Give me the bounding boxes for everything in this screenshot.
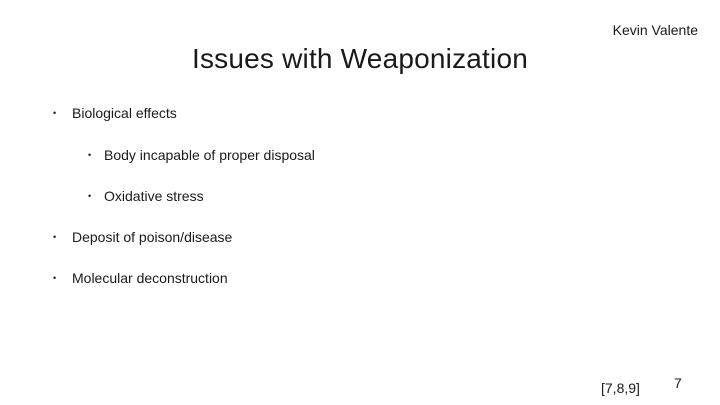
bullet-icon: • [53,232,57,242]
author-name: Kevin Valente [612,22,698,38]
bullet-text: Biological effects [72,105,177,121]
citation-reference: [7,8,9] [601,380,640,396]
sub-bullet-item-body-incapable [88,146,315,164]
sub-bullet-item-oxidative-stress [88,187,204,205]
slide-title: Issues with Weaponization [192,43,528,74]
bullet-text: Molecular deconstruction [72,270,228,286]
bullet-icon: • [88,150,92,160]
bullet-item-deposit [53,228,233,246]
bullet-item-biological-effects [53,104,177,122]
bullet-text: Deposit of poison/disease [72,229,233,245]
page-number: 7 [674,375,682,391]
bullet-text: Oxidative stress [104,188,204,204]
bullet-icon: • [53,273,57,283]
bullet-item-molecular [53,269,228,287]
bullet-icon: • [53,108,57,118]
bullet-icon: • [88,191,92,201]
bullet-text: Body incapable of proper disposal [104,147,315,163]
